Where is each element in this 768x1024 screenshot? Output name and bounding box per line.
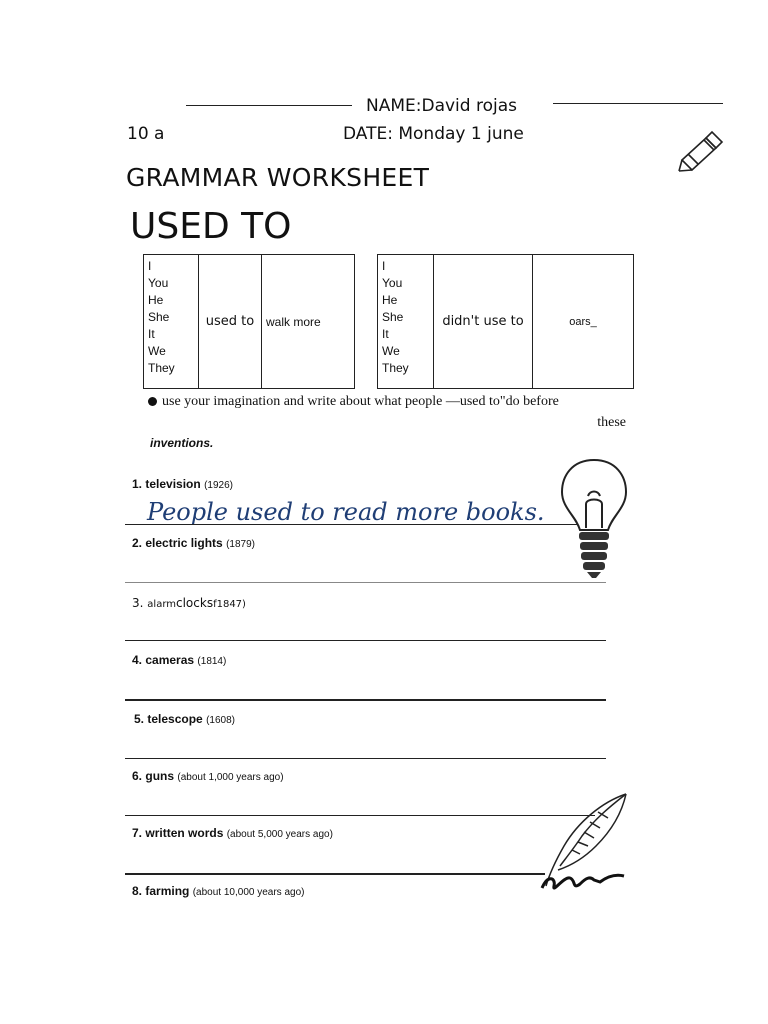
item-name: written words bbox=[145, 826, 224, 840]
list-item bbox=[132, 596, 246, 610]
worksheet-date: DATE: Monday 1 june bbox=[343, 124, 524, 144]
list-item bbox=[132, 769, 284, 783]
pronoun: They bbox=[148, 361, 175, 375]
list-item bbox=[132, 477, 233, 491]
item-year: (about 5,000 years ago) bbox=[226, 829, 333, 840]
student-name: NAME:David rojas bbox=[366, 96, 517, 116]
item-number: 8. bbox=[132, 884, 143, 898]
list-item bbox=[132, 826, 333, 840]
list-item bbox=[132, 653, 226, 667]
verb-used-to: used to bbox=[199, 255, 262, 389]
answer-line[interactable] bbox=[125, 640, 606, 641]
pronoun: You bbox=[148, 276, 169, 290]
item-number: 4. bbox=[132, 653, 143, 667]
answer-line[interactable] bbox=[125, 873, 545, 875]
instructions bbox=[148, 391, 626, 433]
item-number: 3. bbox=[132, 596, 144, 610]
answer-line[interactable] bbox=[125, 815, 595, 816]
answer-line bbox=[125, 524, 578, 525]
pronoun: It bbox=[148, 327, 155, 341]
item-number: 2. bbox=[132, 536, 143, 550]
item-name: clocks bbox=[176, 596, 214, 610]
conjugation-table-affirmative bbox=[143, 254, 355, 389]
item-year: (1814) bbox=[197, 656, 227, 667]
pronoun: She bbox=[382, 310, 404, 324]
pencil-icon bbox=[674, 128, 724, 172]
example-negative: oars_ bbox=[533, 255, 634, 389]
verb-didnt-use-to: didn't use to bbox=[434, 255, 533, 389]
instructions-line: use your imagination and write about what people —used to"do before bbox=[162, 394, 559, 409]
list-item bbox=[132, 536, 255, 550]
item-number: 7. bbox=[132, 826, 143, 840]
list-item bbox=[132, 884, 304, 898]
item-year: f1847) bbox=[213, 599, 246, 610]
item-year: (about 1,000 years ago) bbox=[177, 772, 284, 783]
answer-line[interactable] bbox=[125, 582, 606, 583]
student-grade: 10 a bbox=[127, 124, 165, 144]
example-affirmative: walk more bbox=[262, 255, 355, 389]
name-line-left bbox=[186, 105, 352, 106]
item-year: (1879) bbox=[226, 539, 255, 550]
bullet-icon bbox=[148, 397, 157, 406]
item-number: 6. bbox=[132, 769, 143, 783]
item-year: (1608) bbox=[206, 715, 235, 726]
pronoun: We bbox=[382, 344, 400, 358]
topic-title: USED TO bbox=[130, 206, 292, 247]
conjugation-table-negative bbox=[377, 254, 634, 389]
item-name: farming bbox=[145, 884, 190, 898]
pronoun: You bbox=[382, 276, 403, 290]
item-name: television bbox=[145, 477, 201, 491]
item-name: cameras bbox=[145, 653, 195, 667]
worksheet-title: GRAMMAR WORKSHEET bbox=[126, 163, 430, 192]
answer-line[interactable] bbox=[125, 758, 606, 759]
pronoun: I bbox=[148, 259, 152, 273]
pronoun: I bbox=[382, 259, 386, 273]
light-bulb-icon bbox=[556, 456, 632, 580]
answer-1[interactable]: People used to read more books. bbox=[147, 498, 545, 526]
pronoun: She bbox=[148, 310, 170, 324]
item-name: guns bbox=[145, 769, 175, 783]
pronoun-list bbox=[144, 255, 199, 389]
item-year: (1926) bbox=[204, 480, 233, 491]
pronoun: It bbox=[382, 327, 389, 341]
answer-line[interactable] bbox=[125, 699, 606, 701]
item-name: electric lights bbox=[145, 536, 223, 550]
pronoun: We bbox=[148, 344, 166, 358]
item-number: 5. bbox=[134, 712, 145, 726]
pronoun: He bbox=[382, 293, 398, 307]
name-line-right bbox=[553, 103, 723, 104]
item-number: 1. bbox=[132, 477, 143, 491]
instructions-inventions: inventions. bbox=[150, 436, 214, 450]
list-item bbox=[134, 712, 235, 726]
item-name: telescope bbox=[147, 712, 203, 726]
pronoun-list bbox=[378, 255, 434, 389]
item-name: alarm bbox=[147, 599, 176, 610]
instructions-line: these bbox=[597, 415, 626, 430]
pronoun: He bbox=[148, 293, 164, 307]
quill-icon bbox=[538, 792, 630, 894]
pronoun: They bbox=[382, 361, 409, 375]
item-year: (about 10,000 years ago) bbox=[192, 887, 305, 898]
